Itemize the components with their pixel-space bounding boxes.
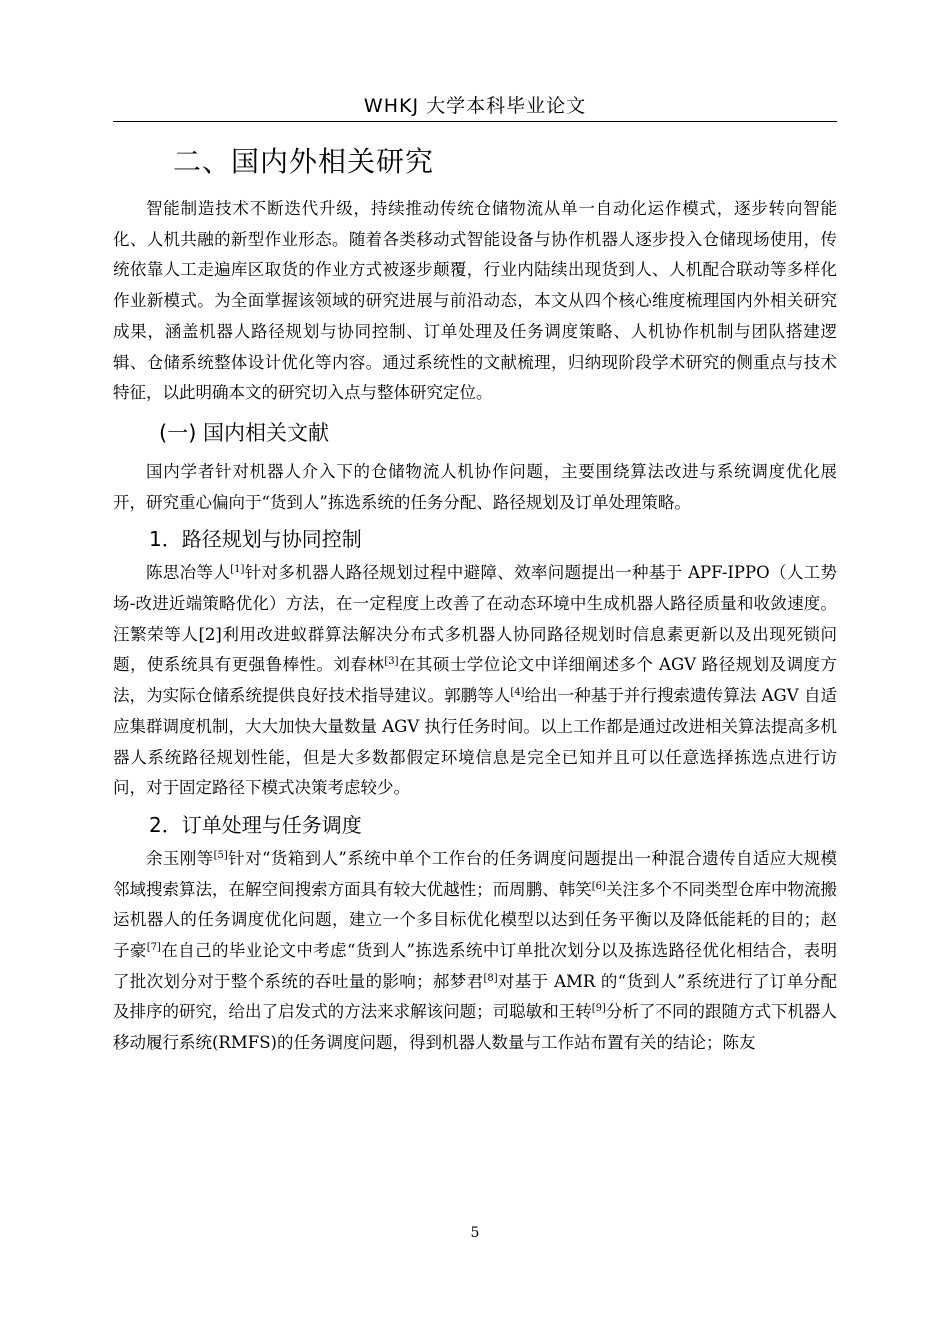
part1-title: 1．路径规划与协同控制 bbox=[149, 527, 362, 552]
part1-text-2: 针对多机器人路径规划过程中避障、效率问题提出一种基于 APF-IPPO（人工势场-改进近端策略优化）方法，在一定程度上改善了在动态环境中生成机器人路径质量和收敛速度。汪繁荣等人[2]利用改进蚁群算法解决分布式多机器人协同路径规划时信息素更新以及出现死锁问题，使系统具有更强鲁棒性。刘春林 bbox=[113, 563, 838, 675]
part2-text-6: 分析了不同的跟随方式下机器人移动履行系统(RMFS)的任务调度问题，得到机器人数量与工作站布置有关的结论；陈友 bbox=[113, 1002, 838, 1053]
subsection-intro-paragraph: 国内学者针对机器人介入下的仓储物流人机协作问题，主要围绕算法改进与系统调度优化展开，研究重心偏向于“货到人”拣选系统的任务分配、路径规划及订单处理策略。 bbox=[113, 461, 837, 512]
header-divider bbox=[113, 121, 837, 122]
part2-text-3: 关注多个不同类型仓库中物流搬运机器人的任务调度优化问题，建立一个多目标优化模型以达到任务平衡以及降低能耗的目的；赵子豪 bbox=[113, 879, 838, 961]
citation-ref: [1] bbox=[230, 564, 245, 576]
section-title: 二、国内外相关研究 bbox=[173, 145, 435, 178]
section-intro-paragraph: 智能制造技术不断迭代升级，持续推动传统仓储物流从单一自动化运作模式，逐步转向智能化、人机共融的新型作业形态。随着各类移动式智能设备与协作机器人逐步投入仓储现场使用，传统依靠人工走遍库区取货的作业方式被逐步颠覆，行业内陆续出现货到人、人机配合联动等多样化作业新模式。为全面掌握该领域的研究进展与前沿动态，本文从四个核心维度梳理国内外相关研究成果，涵盖机器人路径规划与协同控制、订单处理及任务调度策略、人机协作机制与团队搭建逻辑、仓储系统整体设计优化等内容。通过系统性的文献梳理，归纳现阶段学术研究的侧重点与技术特征，以此明确本文的研究切入点与整体研究定位。 bbox=[113, 199, 837, 403]
part2-text-1: 余玉刚等 bbox=[146, 848, 214, 868]
citation-ref: [8] bbox=[483, 972, 498, 984]
part1-paragraph bbox=[113, 558, 837, 804]
part1-text-3: 在其硕士学位论文中详细阐述多个 AGV 路径规划及调度方法，为实际仓储系统提供良好技术指导建议。郭鹏等人 bbox=[113, 655, 837, 706]
citation-ref: [6] bbox=[591, 880, 606, 892]
citation-ref: [4] bbox=[510, 687, 525, 699]
part1-text-1: 陈思冶等人 bbox=[146, 563, 231, 583]
page-number: 5 bbox=[470, 1225, 480, 1241]
citation-ref: [3] bbox=[384, 656, 399, 668]
part2-text-5: 对基于 AMR 的“货到人”系统进行了订单分配及排序的研究，给出了启发式的方法来求解该问题；司聪敏和王转 bbox=[113, 971, 837, 1022]
citation-ref: [7] bbox=[146, 942, 161, 954]
part2-text-2: 针对“货箱到人”系统中单个工作台的任务调度问题提出一种混合遗传自适应大规模邻域搜索算法，在解空间搜索方面具有较大优越性；而周鹏、韩笑 bbox=[113, 848, 837, 899]
citation-ref: [9] bbox=[591, 1003, 606, 1015]
part2-title: 2．订单处理与任务调度 bbox=[149, 812, 362, 837]
part2-paragraph bbox=[113, 844, 837, 1059]
running-header: WHKJ 大学本科毕业论文 bbox=[363, 95, 587, 117]
page-body bbox=[113, 132, 837, 1059]
part2-text-4: 在自己的毕业论文中考虑“货到人”拣选系统中订单批次划分以及拣选路径优化相结合，表明了批次划分对于整个系统的吞吐量的影响；郝梦君 bbox=[113, 941, 837, 991]
part1-text-4: 给出一种基于并行搜索遗传算法 AGV 自适应集群调度机制，大大加快大量数量 AGV 执行任务时间。以上工作都是通过改进相关算法提高多机器人系统路径规划性能，但是大多数都假定环境信息是完全已知并且可以任意选择拣选点进行访问，对于固定路径下模式决策考虑较少。 bbox=[113, 686, 838, 798]
citation-ref: [5] bbox=[213, 849, 228, 861]
subsection-title: (一) 国内相关文献 bbox=[159, 420, 330, 445]
